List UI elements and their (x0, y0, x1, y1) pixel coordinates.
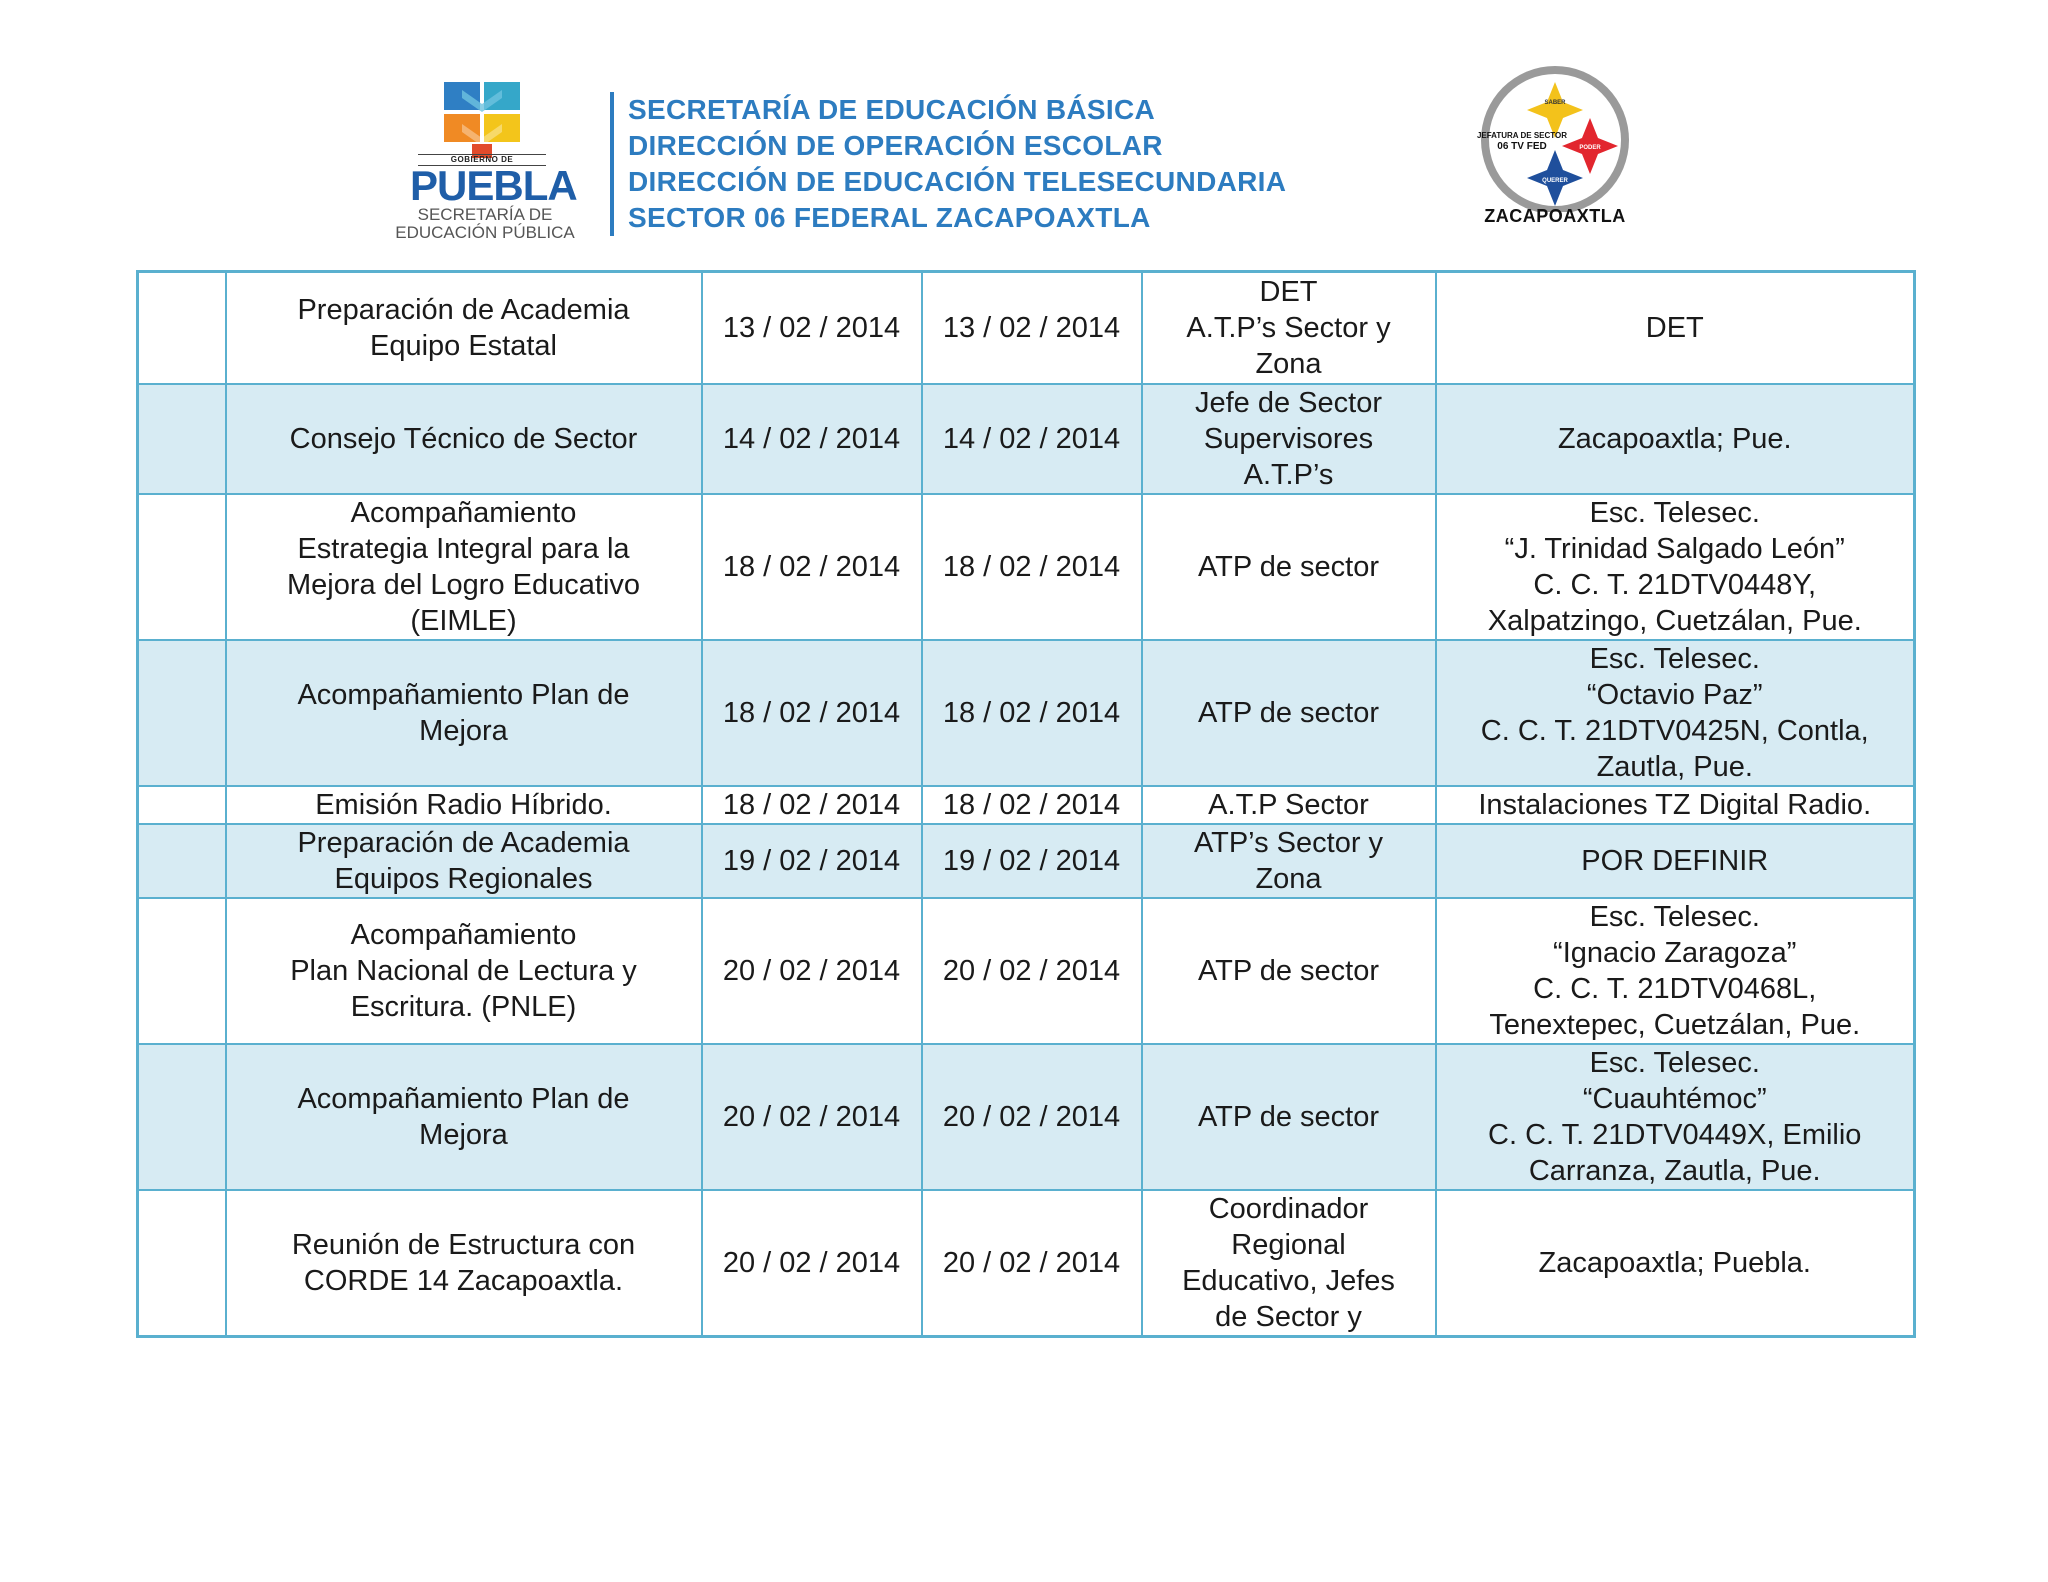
place-line: C. C. T. 21DTV0468L, (1533, 972, 1817, 1005)
activity-line: Mejora (419, 714, 508, 747)
place-line: Instalaciones TZ Digital Radio. (1478, 788, 1872, 821)
sep-caption-line: EDUCACIÓN PÚBLICA (395, 223, 575, 242)
institution-line: DIRECCIÓN DE OPERACIÓN ESCOLAR (628, 130, 1163, 161)
responsible-line: de Sector y (1215, 1300, 1362, 1333)
responsible-line: A.T.P’s Sector y (1186, 311, 1391, 344)
sector-logo-center-line: 06 TV FED (1497, 141, 1547, 152)
responsible-line: DET (1259, 275, 1318, 308)
place-line: Esc. Telesec. (1589, 900, 1760, 933)
start-date-cell: 20 / 02 / 2014 (702, 1044, 922, 1190)
start-date-cell: 18 / 02 / 2014 (702, 640, 922, 786)
end-date-cell: 18 / 02 / 2014 (922, 494, 1142, 640)
activity-cell (226, 272, 702, 384)
table-row (138, 494, 1915, 640)
responsible-line: Zona (1255, 862, 1322, 895)
sector-emblem (1460, 62, 1650, 212)
activity-line: Preparación de Academia (297, 293, 630, 326)
responsible-line: ATP’s Sector y (1193, 826, 1384, 859)
end-date-cell: 13 / 02 / 2014 (922, 272, 1142, 384)
sector-06-logo (1460, 62, 1660, 252)
activity-schedule-table (136, 270, 1916, 1338)
place-line: POR DEFINIR (1581, 844, 1769, 877)
institution-line: DIRECCIÓN DE EDUCACIÓN TELESECUNDARIA (628, 166, 1287, 197)
start-date-cell: 14 / 02 / 2014 (702, 384, 922, 494)
activity-line: Mejora del Logro Educativo (286, 568, 641, 601)
place-line: DET (1645, 311, 1704, 344)
place-line: Esc. Telesec. (1589, 496, 1760, 529)
activity-cell (226, 898, 702, 1044)
place-cell (1436, 1044, 1915, 1190)
number-cell (138, 384, 226, 494)
number-cell (138, 786, 226, 824)
table-row (138, 1044, 1915, 1190)
end-date-cell: 20 / 02 / 2014 (922, 1190, 1142, 1337)
schedule-body (138, 272, 1915, 1337)
activity-line: Consejo Técnico de Sector (289, 422, 638, 455)
start-date-cell: 13 / 02 / 2014 (702, 272, 922, 384)
institution-line: SECRETARÍA DE EDUCACIÓN BÁSICA (628, 94, 1156, 125)
place-line: Zacapoaxtla; Puebla. (1538, 1246, 1811, 1279)
sector-logo-center-line: JEFATURA DE SECTOR (1476, 131, 1568, 140)
responsible-cell (1142, 494, 1436, 640)
activity-line: CORDE 14 Zacapoaxtla. (303, 1264, 624, 1297)
place-cell (1436, 898, 1915, 1044)
place-line: “Octavio Paz” (1586, 678, 1763, 711)
place-line: “Ignacio Zaragoza” (1553, 936, 1797, 969)
start-date-cell: 18 / 02 / 2014 (702, 786, 922, 824)
end-date-cell: 14 / 02 / 2014 (922, 384, 1142, 494)
end-date-cell: 19 / 02 / 2014 (922, 824, 1142, 898)
responsible-line: Coordinador (1208, 1192, 1369, 1225)
table-row (138, 898, 1915, 1044)
place-cell (1436, 824, 1915, 898)
activity-line: Estrategia Integral para la (297, 532, 630, 565)
activity-cell (226, 824, 702, 898)
place-line: “J. Trinidad Salgado León” (1504, 532, 1845, 565)
place-cell (1436, 640, 1915, 786)
activity-line: Acompañamiento (350, 496, 577, 529)
star-label-bottom: QUERER (1542, 178, 1568, 184)
table-row (138, 272, 1915, 384)
activity-line: Acompañamiento Plan de (297, 1082, 630, 1115)
activity-line: Mejora (419, 1118, 508, 1151)
responsible-line: A.T.P’s (1243, 458, 1334, 491)
activity-line: Equipo Estatal (369, 329, 557, 362)
responsible-line: Supervisores (1203, 422, 1374, 455)
place-line: Carranza, Zautla, Pue. (1528, 1154, 1821, 1187)
activity-line: Acompañamiento Plan de (297, 678, 630, 711)
responsible-line: Jefe de Sector (1195, 386, 1382, 419)
table-row (138, 640, 1915, 786)
number-cell (138, 494, 226, 640)
table-row (138, 786, 1915, 824)
place-line: Zautla, Pue. (1596, 750, 1753, 783)
place-cell (1436, 272, 1915, 384)
responsible-cell (1142, 898, 1436, 1044)
end-date-cell: 20 / 02 / 2014 (922, 898, 1142, 1044)
place-cell (1436, 786, 1915, 824)
responsible-cell (1142, 824, 1436, 898)
end-date-cell: 18 / 02 / 2014 (922, 786, 1142, 824)
number-cell (138, 824, 226, 898)
responsible-line: Regional (1231, 1228, 1346, 1261)
start-date-cell: 20 / 02 / 2014 (702, 1190, 922, 1337)
gobierno-de-label: GOBIERNO DE (418, 154, 546, 166)
number-cell (138, 640, 226, 786)
table-row (138, 384, 1915, 494)
activity-line: Acompañamiento (350, 918, 577, 951)
sep-caption (380, 206, 590, 242)
place-line: Esc. Telesec. (1589, 642, 1760, 675)
responsible-cell (1142, 1190, 1436, 1337)
number-cell (138, 1190, 226, 1337)
responsible-line: ATP de sector (1197, 550, 1380, 583)
responsible-line: A.T.P Sector (1208, 788, 1369, 821)
responsible-cell (1142, 384, 1436, 494)
puebla-government-logo (380, 76, 590, 242)
responsible-cell (1142, 1044, 1436, 1190)
activity-line: Plan Nacional de Lectura y (290, 954, 637, 987)
place-line: Esc. Telesec. (1589, 1046, 1760, 1079)
puebla-wordmark: PUEBLA (410, 162, 577, 209)
activity-cell (226, 1044, 702, 1190)
number-cell (138, 1044, 226, 1190)
institution-heading (628, 92, 1428, 236)
responsible-line: ATP de sector (1197, 954, 1380, 987)
start-date-cell: 18 / 02 / 2014 (702, 494, 922, 640)
responsible-cell (1142, 640, 1436, 786)
activity-line: Preparación de Academia (297, 826, 630, 859)
activity-cell (226, 786, 702, 824)
activity-cell (226, 1190, 702, 1337)
place-line: Tenextepec, Cuetzálan, Pue. (1489, 1008, 1861, 1041)
activity-cell (226, 640, 702, 786)
responsible-line: Zona (1255, 347, 1322, 380)
table-row (138, 824, 1915, 898)
responsible-line: ATP de sector (1197, 1100, 1380, 1133)
activity-line: Escritura. (PNLE) (350, 990, 577, 1023)
place-line: C. C. T. 21DTV0425N, Contla, (1480, 714, 1869, 747)
responsible-line: Educativo, Jefes (1182, 1264, 1395, 1297)
end-date-cell: 20 / 02 / 2014 (922, 1044, 1142, 1190)
activity-line: Emisión Radio Híbrido. (315, 788, 612, 821)
start-date-cell: 19 / 02 / 2014 (702, 824, 922, 898)
star-label-top: SABER (1544, 100, 1566, 106)
institution-line: SECTOR 06 FEDERAL ZACAPOAXTLA (628, 202, 1151, 233)
header-divider (610, 92, 614, 236)
table-row (138, 1190, 1915, 1337)
activity-line: (EIMLE) (410, 604, 517, 637)
activity-cell (226, 384, 702, 494)
star-label-right: PODER (1579, 145, 1601, 151)
place-cell (1436, 384, 1915, 494)
sector-logo-name: ZACAPOAXTLA (1484, 206, 1626, 226)
end-date-cell: 18 / 02 / 2014 (922, 640, 1142, 786)
activity-line: Equipos Regionales (334, 862, 593, 895)
responsible-cell (1142, 272, 1436, 384)
place-line: C. C. T. 21DTV0449X, Emilio (1488, 1118, 1862, 1151)
responsible-cell (1142, 786, 1436, 824)
activity-line: Reunión de Estructura con (291, 1228, 636, 1261)
letterhead (370, 76, 1670, 246)
sep-caption-line: SECRETARÍA DE (417, 205, 553, 224)
place-line: C. C. T. 21DTV0448Y, (1533, 568, 1817, 601)
place-line: “Cuauhtémoc” (1582, 1082, 1767, 1115)
number-cell (138, 898, 226, 1044)
place-line: Xalpatzingo, Cuetzálan, Pue. (1487, 604, 1862, 637)
place-cell (1436, 494, 1915, 640)
activity-cell (226, 494, 702, 640)
responsible-line: ATP de sector (1197, 696, 1380, 729)
place-cell (1436, 1190, 1915, 1337)
puebla-cubes-emblem (442, 80, 522, 160)
number-cell (138, 272, 226, 384)
start-date-cell: 20 / 02 / 2014 (702, 898, 922, 1044)
place-line: Zacapoaxtla; Pue. (1557, 422, 1792, 455)
